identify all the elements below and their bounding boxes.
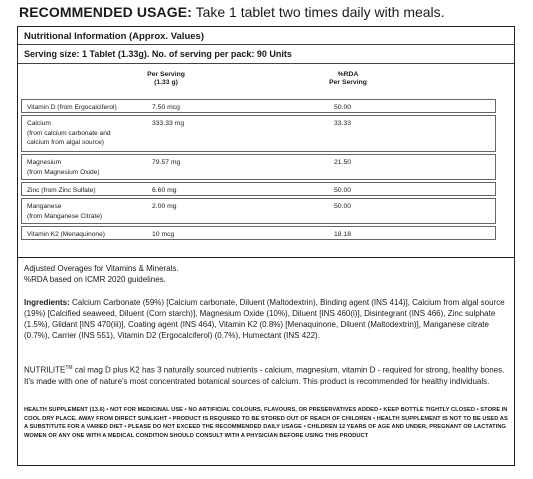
rda-header: %RDA Per Serving [329, 71, 367, 86]
nutrient-row [21, 182, 496, 196]
trademark: TM [65, 365, 73, 371]
description-text: cal mag D plus K2 has 3 naturally sourced nutrients - calcium, magnesium, vitamin D - required for strong, healthy bones. It's made with one of nature's most concentrated botanical sources of calcium. This product is recommended for healthy individuals. [24, 365, 505, 386]
ingredients-label: Ingredients: [24, 298, 70, 307]
rda-value: 21.50 [334, 159, 352, 166]
rda-value: 18.18 [334, 231, 352, 238]
usage-label: RECOMMENDED USAGE: [19, 4, 192, 20]
recommended-usage [19, 4, 445, 20]
per-serving-value: 10 mcg [152, 231, 175, 238]
per-serving-header: Per Serving (1.33 g) [147, 71, 185, 86]
per-serving-value: 7.50 mcg [152, 104, 180, 111]
nutrient-row [21, 115, 496, 152]
disclaimer: HEALTH SUPPLEMENT (13.6) • NOT FOR MEDICINAL USE • NO ARTIFICIAL COLOURS, FLAVOURS, OR PRESERVATIVES ADDED • KEEP BOTTLE TIGHTLY CLOSED • STORE IN COOL DRY PLACE, AWAY FROM DIRECT SUNLIGHT • PRODUCT IS REQUIRED TO BE STORED OUT OF REACH OF CHILDREN • HEALTH SUPPLEMENT IS NOT TO BE USED AS A SUBSTITUTE FOR A VARIED DIET • PLEASE DO NOT EXCEED THE RECOMMENDED DAILY USAGE • CHILDREN 12 YEARS OF AGE AND UNDER, PREGNANT OR LACTATING WOMEN OR ANY ONE WITH A MEDICAL CONDITION SHOULD CONSULT WITH A PHYSICIAN BEFORE USING THIS PRODUCT [24, 407, 508, 439]
nutrient-row [21, 99, 496, 113]
nutrition-title: Nutritional Information (Approx. Values) [24, 31, 204, 42]
product-description [24, 363, 510, 387]
nutrient-row [21, 154, 496, 180]
nutrient-name: Zinc (from Zinc Sulfate) [27, 187, 96, 194]
brand-name: NUTRILITE [24, 365, 66, 375]
nutrient-name: Calcium (from calcium carbonate and calcium from algal source) [27, 120, 111, 146]
nutrition-section [18, 27, 514, 258]
per-serving-value: 333.33 mg [152, 120, 185, 127]
rda-value: 50.00 [334, 187, 352, 194]
overage-note: Adjusted Overages for Vitamins & Minerals. [24, 264, 179, 273]
usage-text: Take 1 tablet two times daily with meals. [195, 4, 445, 20]
per-serving-value: 79.57 mg [152, 159, 181, 166]
serving-info: Serving size: 1 Tablet (1.33g). No. of serving per pack: 90 Units [24, 49, 292, 59]
per-serving-value: 2.00 mg [152, 203, 177, 210]
nutrient-name: Vitamin D (from Ergocalciferol) [27, 104, 117, 111]
ingredients-text: Calcium Carbonate (59%) [Calcium carbonate, Diluent (Maltodextrin), Binding agent (INS 414)], Calcium from algal source (19%) [Calcified seaweed, Diluent (Corn starch)], Magnesium Oxide (10%), Diluent [INS 460(i)], Disintegrant (INS 466), Zinc sulphate (1.5%), Glidant [INS 470(iii)], Coating agent (INS 464), Vitamin K2 (0.8%) [Menaquinone, Diluent (Maltodextrin)], Manganese citrate (0.7%), Carrier (INS 551), Vitamin D2 (Ergocalciferol) (0.7%), Humectant (INS 422). [24, 298, 505, 340]
nutrient-name: Vitamin K2 (Menaquinone) [27, 231, 105, 238]
label-panel [17, 26, 515, 466]
per-serving-value: 6.60 mg [152, 187, 177, 194]
divider [18, 63, 514, 64]
ingredients [24, 297, 510, 341]
rda-note: %RDA based on ICMR 2020 guidelines. [24, 275, 166, 284]
nutrient-name: Manganese (from Manganese Citrate) [27, 203, 103, 220]
nutrient-name: Magnesium (from Magnesium Oxide) [27, 159, 100, 176]
nutrient-row [21, 226, 496, 240]
nutrient-row [21, 198, 496, 224]
rda-value: 50.00 [334, 104, 352, 111]
rda-value: 33.33 [334, 120, 352, 127]
rda-value: 50.00 [334, 203, 352, 210]
divider [18, 44, 514, 45]
